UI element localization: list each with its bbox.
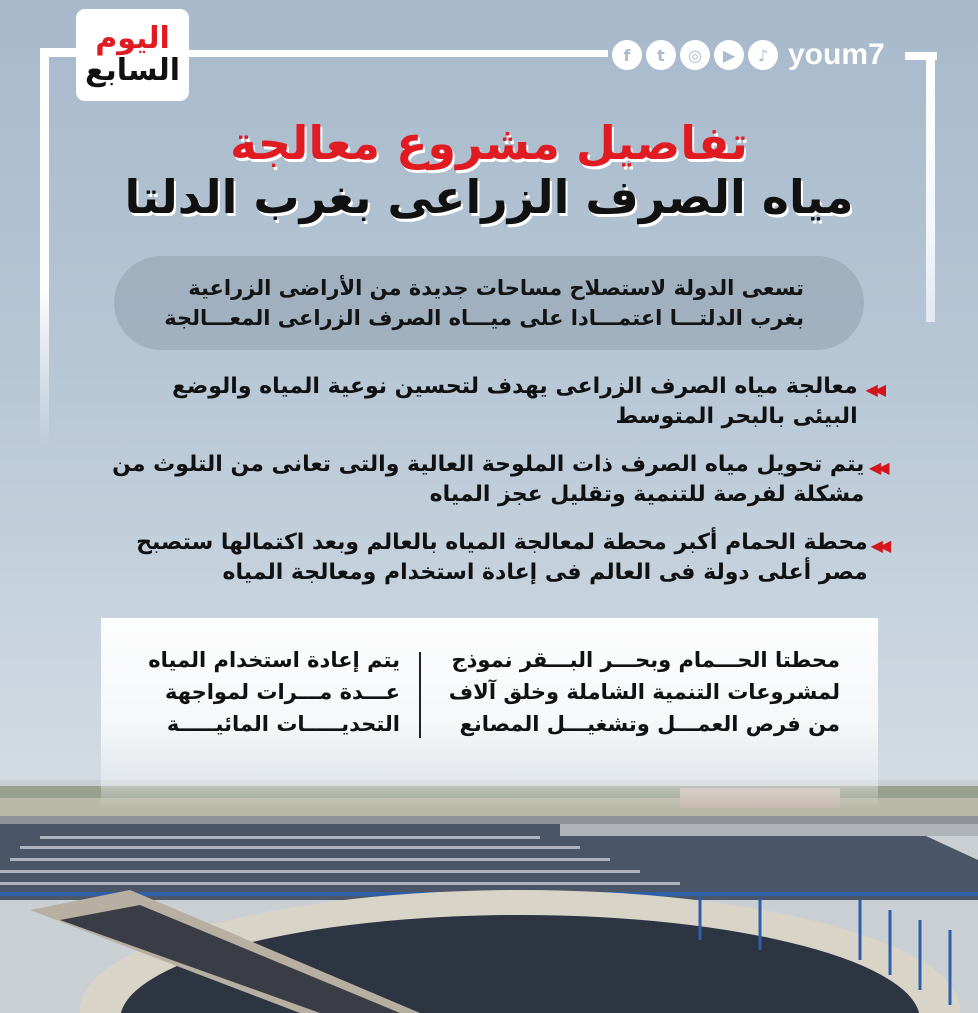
card-right-line3: من فرص العمـــل وتشغيـــل المصانع — [459, 712, 840, 736]
instagram-icon[interactable]: ◎ — [680, 40, 710, 70]
bullet-text: يتم تحويل مياه الصرف ذات الملوحة العالية والتى تعانى من التلوث من مشكلة لفرصة للتنمية وتقليل عجز المياه — [112, 452, 865, 507]
brand-handle: youm7 — [788, 38, 885, 71]
info-card — [101, 618, 878, 808]
double-arrow-left-icon: ◀◀ — [868, 458, 886, 477]
logo-line2: السابع — [84, 53, 181, 88]
intro-box — [114, 256, 864, 350]
double-arrow-left-icon: ◀◀ — [870, 536, 888, 555]
card-right-line1: محطتا الحـــمام وبحـــر البـــقر نموذج — [451, 648, 840, 672]
bullet-item — [100, 450, 890, 510]
frame-line-left — [40, 48, 49, 448]
bullet-text: محطة الحمام أكبر محطة لمعالجة المياه بالعالم وبعد اكتمالها ستصبح مصر أعلى دولة فى العالم فى إعادة استخدام ومعالجة المياه — [136, 530, 868, 585]
logo-line1: اليوم — [95, 21, 170, 56]
tiktok-icon[interactable]: ♪ — [748, 40, 778, 70]
treatment-plant-image — [0, 780, 978, 1013]
facebook-icon[interactable]: f — [612, 40, 642, 70]
card-right-line2: لمشروعات التنمية الشاملة وخلق آلاف — [448, 680, 840, 704]
youm7-logo[interactable] — [76, 9, 189, 101]
card-column-left — [132, 644, 400, 740]
bullet-list — [100, 372, 890, 606]
column-divider — [419, 652, 421, 738]
card-column-right — [430, 644, 840, 740]
card-left-line2: عـــدة مـــرات لمواجهة — [165, 680, 400, 704]
bullet-item — [100, 528, 890, 588]
card-left-line3: التحديـــــات المائيـــــة — [166, 712, 400, 736]
twitter-icon[interactable]: t — [646, 40, 676, 70]
title-line2: مياه الصرف الزراعى بغرب الدلتا — [124, 170, 854, 224]
intro-line2: بغرب الدلتـــا اعتمـــادا على ميـــاه الصرف الزراعى المعـــالجة — [164, 306, 804, 330]
card-left-line1: يتم إعادة استخدام المياه — [148, 648, 400, 672]
social-bar — [612, 36, 885, 74]
bullet-item — [100, 372, 890, 432]
youtube-icon[interactable]: ▶ — [714, 40, 744, 70]
intro-line1: تسعى الدولة لاستصلاح مساحات جديدة من الأراضى الزراعية — [188, 276, 804, 300]
double-arrow-left-icon: ◀◀ — [865, 380, 883, 399]
title-line1: تفاصيل مشروع معالجة — [230, 116, 748, 170]
water-treatment-photo — [0, 780, 978, 1013]
bullet-text: معالجة مياه الصرف الزراعى يهدف لتحسين نوعية المياه والوضع البيئى بالبحر المتوسط — [171, 374, 858, 429]
